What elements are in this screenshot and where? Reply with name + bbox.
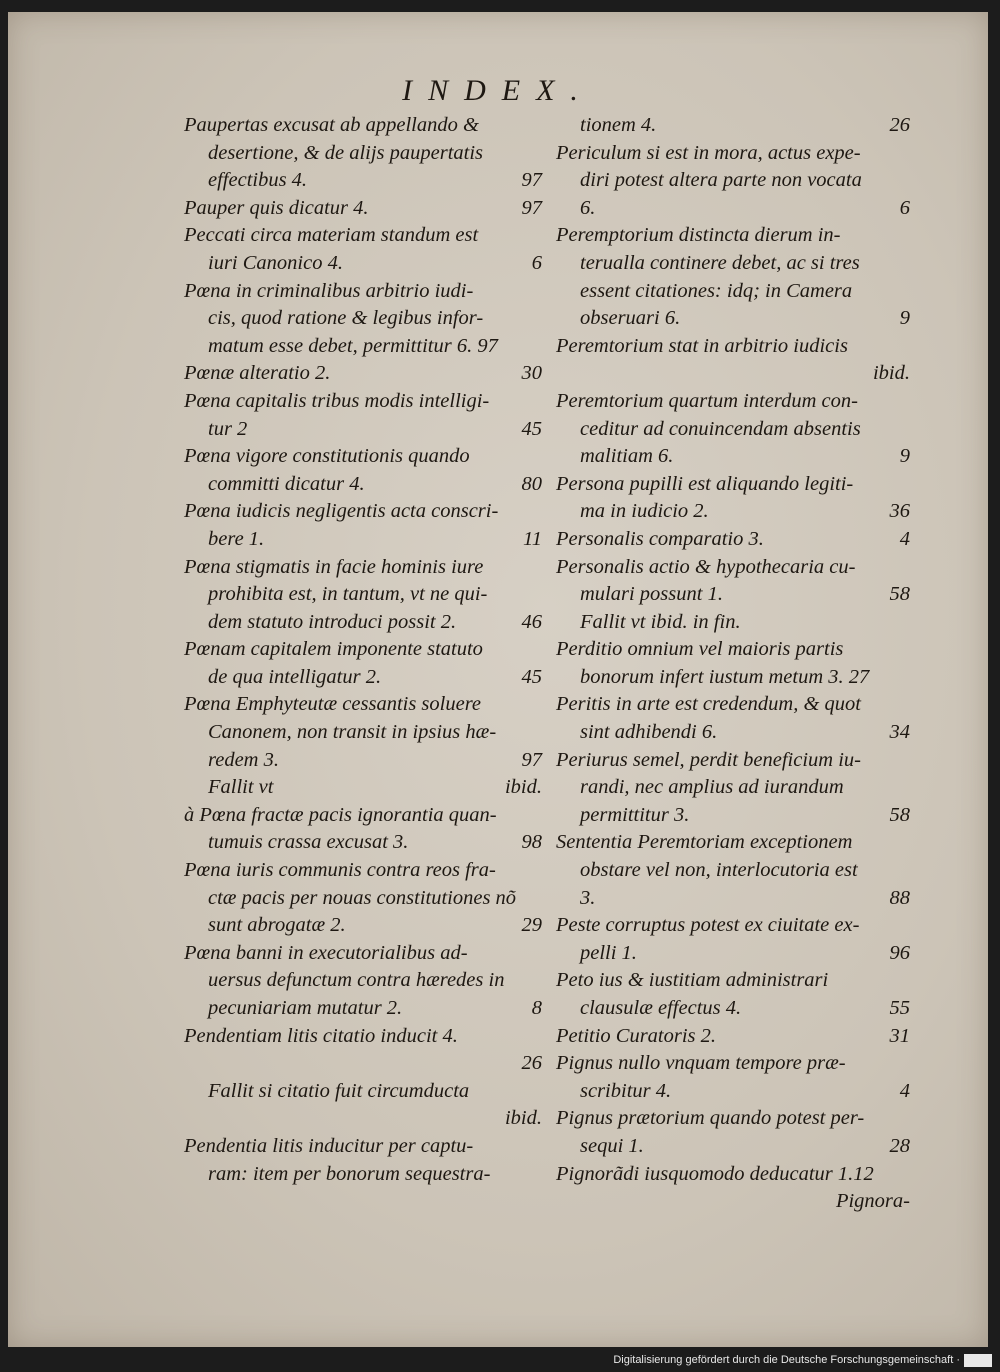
entry-text: Pœna Emphyteutæ cessantis soluere (184, 693, 482, 716)
entry-text: Persona pupilli est aliquando legiti- (556, 472, 854, 495)
entry-text: redem 3. (208, 748, 279, 771)
entry-text: Fallit si citatio fuit circumducta (208, 1079, 470, 1102)
entry-text: Pœnam capitalem imponente statuto (184, 638, 483, 661)
entry-text: Personalis comparatio 3. (556, 527, 764, 550)
entry-page-ref: 30 (521, 362, 542, 385)
index-entry-line (184, 305, 546, 333)
index-entry-line (556, 940, 914, 968)
index-entry-line (556, 388, 914, 416)
index-entry-line (184, 802, 546, 830)
entry-text: Pœna in criminalibus arbitrio iudi- (184, 279, 474, 302)
entry-text: Paupertas excusat ab appellando & (184, 114, 479, 136)
entry-text: Periculum si est in mora, actus expe- (556, 141, 861, 164)
index-entry-line (184, 885, 546, 913)
index-entry-line (556, 747, 914, 775)
entry-text: ibid. (504, 1107, 542, 1130)
entry-text: obseruari 6. (580, 307, 681, 330)
entry-text: Pignorãdi iusquomodo deducatur 1.12 (556, 1162, 874, 1185)
index-entry-line (556, 581, 914, 609)
entry-text: de qua intelligatur 2. (208, 665, 382, 688)
entry-text: Fallit vt (208, 776, 274, 799)
entry-text: ram: item per bonorum sequestra- (208, 1162, 491, 1185)
entry-page-ref: 34 (889, 721, 910, 744)
index-entry-line (556, 112, 914, 140)
index-entry-line (184, 940, 546, 968)
index-entry-line (556, 1133, 914, 1161)
entry-page-ref: 6 (531, 251, 542, 274)
index-entry-line (184, 360, 546, 388)
page-header: INDEX. (402, 74, 594, 107)
entry-text: Pignus nullo vnquam tempore præ- (556, 1052, 846, 1075)
index-entry-line (556, 1161, 914, 1189)
entry-text: cis, quod ratione & legibus infor- (208, 307, 484, 330)
index-entry-line (556, 912, 914, 940)
index-entry-line (184, 554, 546, 582)
entry-text: Peritis in arte est credendum, & quot (556, 693, 861, 716)
index-entry-line (556, 333, 914, 361)
index-entry-line (556, 250, 914, 278)
entry-page-ref: 97 (521, 196, 542, 219)
entry-text: 26 (521, 1052, 542, 1075)
entry-page-ref: 55 (889, 997, 910, 1019)
index-entry-line (184, 1078, 546, 1106)
entry-page-ref: 88 (889, 886, 910, 909)
index-column-left (184, 112, 546, 1188)
entry-text: Peremptorium distincta dierum in- (556, 224, 841, 247)
index-entry-line (556, 554, 914, 582)
index-entry-line (184, 967, 546, 995)
entry-page-ref: 58 (889, 803, 910, 826)
entry-text: Petitio Curatoris 2. (556, 1024, 717, 1047)
entry-text: bere 1. (208, 527, 265, 550)
entry-text: Pœnæ alteratio 2. (184, 362, 331, 385)
index-entry-line (556, 609, 914, 637)
index-entry-line (556, 222, 914, 250)
entry-text: Fallit vt ibid. in fin. (580, 610, 741, 633)
index-entry-line (184, 664, 546, 692)
entry-page-ref: 26 (889, 114, 910, 136)
entry-text: Peste corruptus potest ex ciuitate ex- (556, 914, 860, 937)
entry-text: tionem 4. (580, 114, 657, 136)
entry-text: Pœna vigore constitutionis quando (184, 445, 470, 468)
entry-text: ma in iudicio 2. (580, 500, 709, 523)
entry-text: Pendentia litis inducitur per captu- (184, 1134, 474, 1157)
entry-text: malitiam 6. (580, 445, 674, 468)
index-entry-line (556, 774, 914, 802)
index-entry-line (556, 526, 914, 554)
entry-text: desertione, & de alijs paupertatis (208, 141, 484, 164)
entry-text: sequi 1. (580, 1134, 644, 1157)
index-entry-line (556, 1188, 914, 1216)
entry-text: clausulæ effectus 4. (580, 997, 742, 1019)
entry-text: Pœna iudicis negligentis acta conscri- (184, 500, 499, 523)
entry-page-ref: 58 (889, 583, 910, 606)
index-entry-line (184, 1050, 546, 1078)
entry-text: iuri Canonico 4. (208, 251, 343, 274)
index-entry-line (184, 719, 546, 747)
entry-text: Pauper quis dicatur 4. (184, 196, 369, 219)
entry-text: essent citationes: idq; in Camera (580, 279, 853, 302)
index-entry-line (556, 195, 914, 223)
entry-page-ref: ibid. (504, 776, 542, 799)
index-entry-line (556, 305, 914, 333)
index-entry-line (184, 471, 546, 499)
entry-page-ref: 96 (889, 941, 910, 964)
entry-text: terualla continere debet, ac si tres (580, 251, 860, 274)
index-entry-line (556, 857, 914, 885)
entry-text: Sententia Peremtoriam exceptionem (556, 831, 853, 854)
index-entry-line (184, 1023, 546, 1051)
entry-page-ref: 9 (899, 445, 910, 468)
index-entry-line (556, 719, 914, 747)
index-entry-line (184, 857, 546, 885)
index-entry-line (184, 609, 546, 637)
index-entry-line (184, 250, 546, 278)
entry-page-ref: 31 (889, 1024, 910, 1047)
entry-text: matum esse debet, permittitur 6. 97 (208, 334, 498, 357)
dfg-logo-icon (964, 1354, 992, 1367)
entry-page-ref: 46 (521, 610, 542, 633)
entry-page-ref: 8 (531, 997, 542, 1019)
entry-text: ceditur ad conuincendam absentis (580, 417, 861, 440)
index-entry-line (556, 167, 914, 195)
index-entry-line (184, 498, 546, 526)
index-entry-line (556, 498, 914, 526)
entry-text: diri potest altera parte non vocata (580, 169, 862, 192)
index-entry-line (184, 112, 546, 140)
index-entry-line (184, 912, 546, 940)
index-entry-line (556, 278, 914, 306)
entry-text: mulari possunt 1. (580, 583, 723, 606)
entry-text: sunt abrogatæ 2. (208, 914, 346, 937)
index-entry-line (184, 1161, 546, 1189)
index-entry-line (556, 1050, 914, 1078)
entry-text: 3. (580, 886, 596, 909)
index-entry-line (184, 747, 546, 775)
entry-text: uersus defunctum contra hæredes in (208, 969, 505, 992)
entry-text: Periurus semel, perdit beneficium iu- (556, 748, 861, 771)
footer-credit: Digitalisierung gefördert durch die Deutsche Forschungsgemeinschaft · (613, 1354, 960, 1366)
entry-page-ref: 98 (521, 831, 542, 854)
entry-page-ref: 36 (889, 500, 910, 523)
index-column-right (556, 112, 914, 1216)
entry-text: Peccati circa materiam standum est (184, 224, 479, 247)
entry-text: bonorum infert iustum metum 3. 27 (580, 665, 870, 688)
index-entry-line (184, 995, 546, 1023)
index-entry-line (184, 167, 546, 195)
index-entry-line (184, 388, 546, 416)
entry-text: à Pœna fractæ pacis ignorantia quan- (184, 803, 497, 826)
index-entry-line (184, 1133, 546, 1161)
entry-text: effectibus 4. (208, 169, 308, 192)
entry-text: ibid. (872, 362, 910, 385)
entry-page-ref: 9 (899, 307, 910, 330)
entry-page-ref: 45 (521, 417, 542, 440)
index-entry-line (556, 829, 914, 857)
entry-page-ref: 28 (889, 1134, 910, 1157)
index-entry-line (184, 829, 546, 857)
entry-text: sint adhibendi 6. (580, 721, 718, 744)
entry-text: Perditio omnium vel maioris partis (556, 638, 844, 661)
index-entry-line (184, 636, 546, 664)
index-entry-line (556, 140, 914, 168)
entry-page-ref: 4 (899, 527, 910, 550)
entry-text: permittitur 3. (580, 803, 690, 826)
index-entry-line (556, 885, 914, 913)
index-entry-line (556, 471, 914, 499)
index-entry-line (184, 526, 546, 554)
entry-page-ref: 80 (521, 472, 542, 495)
index-entry-line (184, 222, 546, 250)
index-entry-line (184, 278, 546, 306)
entry-text: prohibita est, in tantum, vt ne qui- (208, 583, 488, 606)
entry-text: Peremtorium quartum interdum con- (556, 389, 858, 412)
index-entry-line (556, 416, 914, 444)
entry-text: Pignus prætorium quando potest per- (556, 1107, 865, 1130)
footer-bar (0, 1347, 1000, 1372)
entry-text: Canonem, non transit in ipsius hæ- (208, 721, 497, 744)
entry-text: committi dicatur 4. (208, 472, 365, 495)
index-entry-line (184, 195, 546, 223)
index-entry-line (184, 333, 546, 361)
index-entry-line (556, 1105, 914, 1133)
index-entry-line (184, 416, 546, 444)
index-entry-line (184, 443, 546, 471)
entry-text: tumuis crassa excusat 3. (208, 831, 409, 854)
entry-text: pecuniariam mutatur 2. (208, 997, 403, 1019)
entry-text: randi, nec amplius ad iurandum (580, 776, 844, 799)
entry-text: Pignora- (835, 1190, 910, 1213)
index-entry-line (184, 581, 546, 609)
index-entry-line (556, 664, 914, 692)
entry-page-ref: 29 (521, 914, 542, 937)
entry-page-ref: 97 (521, 748, 542, 771)
entry-text: Pœna capitalis tribus modis intelligi- (184, 389, 490, 412)
index-entry-line (556, 802, 914, 830)
index-entry-line (556, 691, 914, 719)
entry-text: Pœna iuris communis contra reos fra- (184, 859, 496, 882)
entry-page-ref: 97 (521, 169, 542, 192)
index-entry-line (556, 967, 914, 995)
entry-text: Peremtorium stat in arbitrio iudicis (556, 334, 848, 357)
entry-page-ref: 6 (899, 196, 910, 219)
book-page (8, 12, 988, 1347)
entry-page-ref: 45 (521, 665, 542, 688)
index-entry-line (184, 140, 546, 168)
entry-page-ref: 11 (523, 527, 542, 550)
entry-text: 6. (580, 196, 596, 219)
entry-text: scribitur 4. (580, 1079, 672, 1102)
entry-text: obstare vel non, interlocutoria est (580, 859, 858, 882)
index-entry-line (184, 691, 546, 719)
entry-text: Pœna banni in executorialibus ad- (184, 941, 468, 964)
entry-text: Peto ius & iustitiam administrari (556, 969, 829, 992)
entry-text: pelli 1. (580, 941, 637, 964)
index-entry-line (556, 995, 914, 1023)
entry-text: Personalis actio & hypothecaria cu- (556, 555, 856, 578)
entry-text: tur 2 (208, 417, 248, 440)
entry-page-ref: 4 (899, 1079, 910, 1102)
entry-text: dem statuto introduci possit 2. (208, 610, 457, 633)
index-entry-line (556, 1023, 914, 1051)
index-entry-line (556, 636, 914, 664)
index-entry-line (184, 774, 546, 802)
index-entry-line (184, 1105, 546, 1133)
index-entry-line (556, 1078, 914, 1106)
entry-text: Pendentiam litis citatio inducit 4. (184, 1024, 458, 1047)
entry-text: ctæ pacis per nouas constitutiones nõ (208, 886, 517, 909)
entry-text: Pœna stigmatis in facie hominis iure (184, 555, 484, 578)
index-entry-line (556, 443, 914, 471)
index-entry-line (556, 360, 914, 388)
